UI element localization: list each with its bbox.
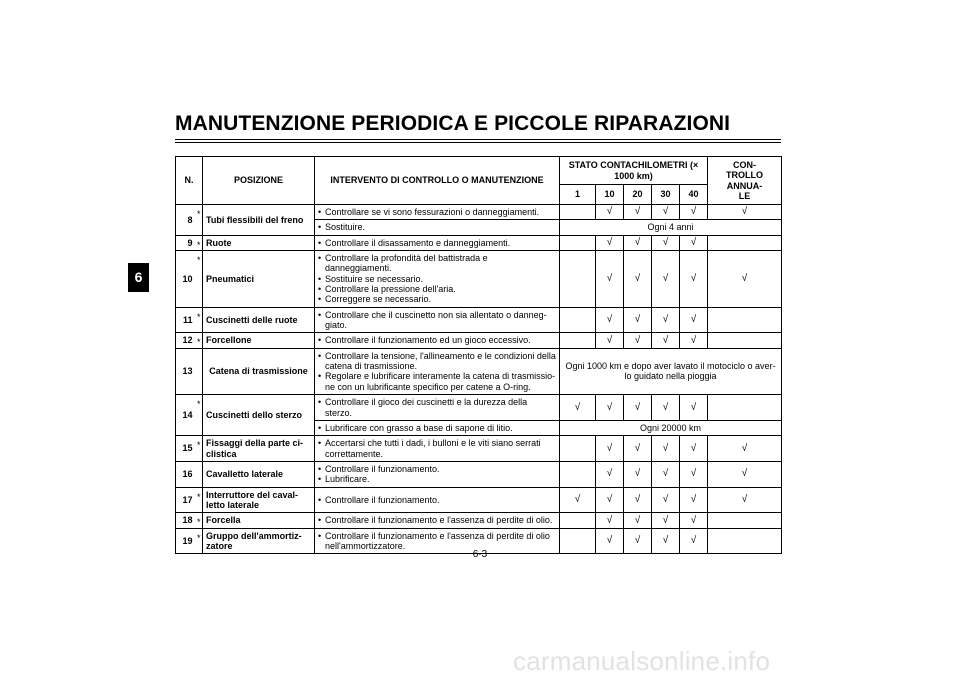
row-intervention [315,395,560,421]
empty-cell [708,307,782,333]
row-intervention [315,513,560,528]
intervention-item: • Controllare la profondità del battistrada e danneggiamenti. [318,253,556,274]
intervention-item: • Accertarsi che tutti i dadi, i bulloni e le viti siano serrati correttamente. [318,438,556,459]
row-intervention [315,348,560,394]
check-mark: √ [652,487,680,513]
row-position: Tubi flessibili del freno [203,205,315,236]
interval-note: Ogni 1000 km e dopo aver lavato il motociclo o aver- lo guidato nella pioggia [560,348,782,394]
intervention-item: • Controllare il disassamento e danneggiamenti. [318,238,556,248]
row-star-marker [196,348,203,394]
check-mark: √ [652,333,680,348]
intervention-list [318,438,556,459]
check-mark: √ [560,487,596,513]
intervention-list [318,238,556,248]
row-intervention [315,487,560,513]
intervention-list [318,335,556,345]
check-mark: √ [596,487,624,513]
row-star-marker: * [196,436,203,462]
check-mark: √ [624,333,652,348]
check-mark: √ [596,395,624,421]
row-position: Forcellone [203,333,315,348]
title-rule [175,139,781,143]
check-mark: √ [624,436,652,462]
row-intervention [315,235,560,250]
header-position: POSIZIONE [203,157,315,205]
intervention-item: • Lubrificare con grasso a base di sapone di litio. [318,423,556,433]
row-intervention [315,220,560,235]
check-mark: √ [708,436,782,462]
check-mark: √ [596,436,624,462]
check-mark: √ [708,251,782,308]
row-position: Forcella [203,513,315,528]
check-mark: √ [624,461,652,487]
intervention-item: • Controllare il funzionamento e l'assenza di perdite di olio. [318,515,556,525]
check-mark: √ [624,513,652,528]
check-mark: √ [708,487,782,513]
interval-note: Ogni 20000 km [560,420,782,435]
row-number: 19 [176,528,196,554]
check-mark: √ [680,528,708,554]
header-km-10: 10 [596,185,624,205]
intervention-list [318,222,556,232]
intervention-item: • Controllare che il cuscinetto non sia allentato o danneg- giato. [318,310,556,331]
table-body [176,205,782,554]
row-star-marker: * [196,307,203,333]
check-mark: √ [652,513,680,528]
intervention-list [318,351,556,392]
row-number: 16 [176,461,196,487]
check-mark: √ [596,205,624,220]
header-km-20: 20 [624,185,652,205]
row-star-marker: * [196,513,203,528]
intervention-item: • Controllare il funzionamento. [318,495,556,505]
intervention-item: • Controllare il funzionamento ed un gioco eccessivo. [318,335,556,345]
row-intervention [315,420,560,435]
row-star-marker: * [196,395,203,436]
check-mark: √ [652,205,680,220]
table-row [176,307,782,333]
intervention-list [318,515,556,525]
intervention-item: • Sostituire se necessario. [318,274,556,284]
check-mark: √ [624,528,652,554]
row-intervention [315,205,560,220]
check-mark: √ [652,436,680,462]
table-row [176,348,782,394]
empty-cell [560,333,596,348]
row-position: Catena di trasmissione [203,348,315,394]
check-mark: √ [624,205,652,220]
intervention-item: • Regolare e lubrificare interamente la catena di trasmissio- ne con un lubrificante specifico per catene a O-ring. [318,371,556,392]
row-position: Fissaggi della parte ci- clistica [203,436,315,462]
check-mark: √ [596,333,624,348]
header-annual-check: CON- TROLLO ANNUA- LE [708,157,782,205]
check-mark: √ [652,307,680,333]
empty-cell [560,461,596,487]
row-position: Gruppo dell'ammortiz- zatore [203,528,315,554]
check-mark: √ [596,528,624,554]
table-row [176,395,782,421]
row-number: 13 [176,348,196,394]
check-mark: √ [680,513,708,528]
maintenance-table [175,156,782,554]
check-mark: √ [708,205,782,220]
check-mark: √ [680,251,708,308]
row-intervention [315,436,560,462]
check-mark: √ [624,235,652,250]
intervention-item: • Controllare la pressione dell'aria. [318,284,556,294]
row-intervention [315,251,560,308]
row-number: 18 [176,513,196,528]
row-number: 14 [176,395,196,436]
check-mark: √ [652,395,680,421]
intervention-item: • Controllare il funzionamento e l'assenza di perdite di olio nell'ammortizzatore. [318,531,556,552]
check-mark: √ [596,461,624,487]
header-intervention: INTERVENTO DI CONTROLLO O MANUTENZIONE [315,157,560,205]
intervention-item: • Controllare il gioco dei cuscinetti e la durezza della sterzo. [318,397,556,418]
check-mark: √ [680,307,708,333]
interval-note: Ogni 4 anni [560,220,782,235]
check-mark: √ [624,487,652,513]
check-mark: √ [680,235,708,250]
row-star-marker: * [196,251,203,308]
check-mark: √ [680,205,708,220]
intervention-list [318,495,556,505]
empty-cell [560,436,596,462]
row-intervention [315,333,560,348]
row-number: 11 [176,307,196,333]
check-mark: √ [652,461,680,487]
row-number: 9 [176,235,196,250]
row-number: 8 [176,205,196,236]
check-mark: √ [596,235,624,250]
empty-cell [560,513,596,528]
empty-cell [560,251,596,308]
empty-cell [560,307,596,333]
row-star-marker: * [196,205,203,236]
intervention-item: • Sostituire. [318,222,556,232]
table-row [176,461,782,487]
row-number: 17 [176,487,196,513]
table-row [176,487,782,513]
page-number: 6-3 [472,549,488,560]
row-number: 15 [176,436,196,462]
row-intervention [315,461,560,487]
row-star-marker: * [196,333,203,348]
maintenance-table-container [175,156,781,554]
check-mark: √ [624,395,652,421]
table-row [176,513,782,528]
empty-cell [708,395,782,421]
table-row [176,251,782,308]
row-intervention [315,307,560,333]
row-position: Cavalletto laterale [203,461,315,487]
check-mark: √ [680,333,708,348]
row-star-marker: * [196,487,203,513]
check-mark: √ [624,251,652,308]
intervention-list [318,464,556,485]
intervention-list [318,310,556,331]
intervention-item: • Lubrificare. [318,474,556,484]
intervention-item: • Controllare se vi sono fessurazioni o danneggiamenti. [318,207,556,217]
row-position: Ruote [203,235,315,250]
row-star-marker [196,461,203,487]
table-row [176,436,782,462]
chapter-tab: 6 [128,263,149,292]
intervention-list [318,397,556,418]
page-title: MANUTENZIONE PERIODICA E PICCOLE RIPARAZIONI [175,112,731,135]
header-odometer: STATO CONTACHILOMETRI (× 1000 km) [560,157,708,185]
empty-cell [708,513,782,528]
check-mark: √ [652,251,680,308]
row-number: 12 [176,333,196,348]
intervention-list [318,423,556,433]
check-mark: √ [560,395,596,421]
watermark: carmanualsonline.info [513,646,771,676]
header-km-1: 1 [560,185,596,205]
row-position: Interruttore del caval- letto laterale [203,487,315,513]
intervention-item: • Controllare il funzionamento. [318,464,556,474]
check-mark: √ [596,513,624,528]
check-mark: √ [708,461,782,487]
row-star-marker: * [196,528,203,554]
empty-cell [560,205,596,220]
check-mark: √ [652,528,680,554]
intervention-item: • Correggere se necessario. [318,294,556,304]
row-position: Cuscinetti delle ruote [203,307,315,333]
header-km-40: 40 [680,185,708,205]
table-row [176,205,782,220]
row-number: 10 [176,251,196,308]
check-mark: √ [596,251,624,308]
check-mark: √ [680,395,708,421]
intervention-list [318,253,556,305]
intervention-item: • Controllare la tensione, l'allineamento e le condizioni della catena di trasmissione. [318,351,556,372]
table-row [176,333,782,348]
row-star-marker: * [196,235,203,250]
check-mark: √ [596,307,624,333]
header-n: N. [176,157,203,205]
header-km-30: 30 [652,185,680,205]
intervention-list [318,207,556,217]
check-mark: √ [652,235,680,250]
row-position: Cuscinetti dello sterzo [203,395,315,436]
check-mark: √ [680,487,708,513]
row-position: Pneumatici [203,251,315,308]
check-mark: √ [680,461,708,487]
table-row [176,235,782,250]
check-mark: √ [624,307,652,333]
check-mark: √ [680,436,708,462]
empty-cell [560,235,596,250]
empty-cell [708,235,782,250]
empty-cell [708,333,782,348]
